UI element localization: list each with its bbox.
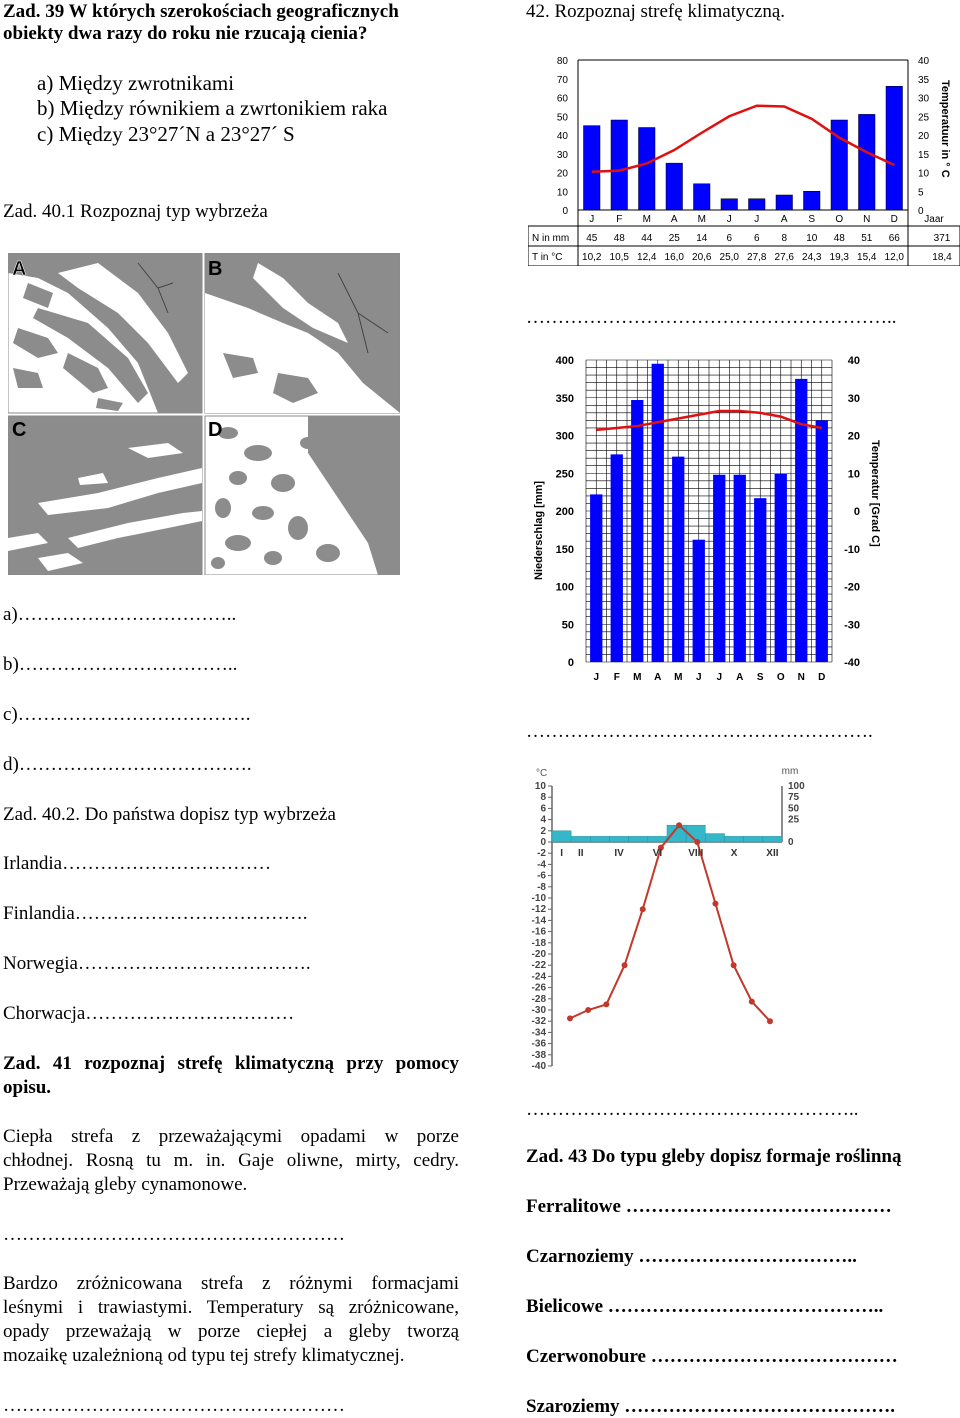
c3-left-tick: -36 [531,1038,546,1050]
c1-table-t: 27,8 [747,252,767,263]
map-a [8,253,202,413]
c2-ylabel-left: Niederschlag [mm] [533,480,545,580]
zad42-title: 42. Rozpoznaj strefę klimatyczną. [526,1,786,22]
zad40-2-title: Zad. 40.2. Do państwa dopisz typ wybrzeża [3,804,336,825]
c1-bar [611,120,628,210]
c1-row-label-n: N in mm [532,233,570,244]
c3-left-tick: -34 [531,1027,546,1039]
c1-table-n: 6 [753,233,760,244]
zad43-title: Zad. 43 Do typu gleby dopisz formaje roślinną [526,1146,902,1167]
climate-chart-2 [526,350,890,690]
c3-temp-point [749,999,755,1005]
country-finlandia[interactable]: Finlandia………………………………. [3,903,308,924]
zad39-option-c: c) Między 23°27´N a 23°27´ S [37,122,295,146]
zad40-1-title: Zad. 40.1 Rozpoznaj typ wybrzeża [3,201,268,222]
c1-left-tick: 80 [556,56,568,67]
c3-temp-point [712,901,718,907]
soil-bielicowe[interactable]: Bielicowe …………………………………….. [526,1296,884,1317]
c3-left-tick: -26 [531,982,546,994]
c3-precip-bar [552,831,571,842]
c2-bar [672,457,684,662]
c3-temp-point [767,1018,773,1024]
c3-right-tick: 50 [788,803,800,815]
c3-left-tick: -22 [531,960,546,972]
c1-left-tick: 0 [562,206,568,217]
c3-temp-point [731,962,737,968]
c3-left-tick: -18 [531,937,546,949]
c1-table-t: 24,3 [802,252,822,263]
c2-bar [652,364,664,662]
c3-month-label: VIII [688,848,704,859]
zad42-answer-3[interactable]: …………………………………………….. [526,1099,859,1120]
c2-bar [693,540,705,662]
zad39-option-b: b) Między równikiem a zwrtonikiem raka [37,96,388,120]
c1-table-t: 12,4 [637,252,657,263]
c1-row-label-t: T in °C [532,252,563,263]
map-label-d: D [208,419,223,441]
soil-szaroziemy[interactable]: Szaroziemy ……………………………………. [526,1396,896,1417]
c2-left-tick: 50 [561,619,574,632]
c1-right-tick: 15 [918,149,930,161]
c3-left-tick: -8 [537,881,546,893]
c3-left-tick: 0 [540,837,546,848]
c3-left-tick: -4 [537,859,546,871]
c3-right-tick: 25 [788,814,800,826]
c1-left-tick: 50 [556,112,568,124]
c1-year-label: Jaar [924,214,944,225]
c1-right-tick: 0 [918,206,924,217]
country-chorwacja[interactable]: Chorwacja…………………………… [3,1003,295,1024]
zad42-answer-1[interactable]: ………………………………………………….. [526,307,897,328]
c1-month-label: F [616,214,623,225]
c3-left-tick: -28 [531,993,546,1005]
c1-left-tick: 20 [556,168,568,180]
c3-precip-bar [590,836,609,842]
country-norwegia[interactable]: Norwegia………………………………. [3,953,311,974]
zad41-desc2-line3: opady przeważają w porze ciepłej a gleby tworzą [3,1321,459,1342]
c3-temp-point [622,962,628,968]
zad41-title-line1: Zad. 41 rozpoznaj strefę klimatyczną przy pomocy [3,1053,459,1074]
c1-table-t: 20,6 [692,252,712,263]
zad40-1-answer-a[interactable]: a)…………………………….. [3,604,237,625]
c2-month-label: J [716,672,723,683]
c3-unit-right: mm [781,766,799,777]
c1-bar [886,86,903,210]
c1-month-label: M [697,214,706,225]
zad41-answer2[interactable]: ……………………………………………… [3,1395,345,1416]
c2-month-label: M [674,672,683,683]
map-label-a: A [12,258,27,280]
c2-bar [734,475,746,662]
c1-bar [859,114,876,210]
c1-right-tick: 5 [918,187,924,199]
zad41-desc2-line2: leśnymi i trawiastymi. Temperatury są zróżnicowane, [3,1297,459,1318]
c2-right-tick: -30 [844,619,860,632]
zad41-title-line2: opisu. [3,1077,52,1098]
c1-month-label: J [589,214,595,225]
c2-bar [713,475,725,662]
c1-temp-line [592,106,895,172]
c3-left-tick: 8 [540,792,546,804]
c2-month-label: O [776,672,785,683]
c3-left-tick: -20 [531,949,546,960]
c2-month-label: F [613,672,620,683]
c1-table-n: 10 [806,233,818,244]
c1-right-tick: 20 [918,131,930,142]
c3-right-tick: 75 [788,792,800,804]
c3-left-tick: -40 [531,1061,546,1072]
c2-bar [754,498,766,662]
c1-table-t: 27,6 [774,252,794,263]
climate-chart-3 [526,760,826,1072]
c2-left-tick: 200 [555,506,574,518]
zad41-desc2-line4: mozaikę uzależnioną od typu tej strefy klimatycznej. [3,1345,405,1366]
c3-temp-line [570,825,770,1021]
c1-table-t: 12,0 [884,252,904,263]
c2-month-label: M [633,672,642,683]
zad40-1-answer-c[interactable]: c)………………………………. [3,704,251,725]
c1-month-label: A [670,214,678,225]
c3-precip-bar [648,836,667,842]
c2-right-tick: -10 [844,543,860,556]
c3-left-tick: -32 [531,1016,546,1028]
c2-left-tick: 0 [567,657,574,669]
c1-left-tick: 30 [556,149,568,161]
c2-month-label: S [756,672,764,683]
c1-table-t: 10,5 [609,252,629,263]
c3-left-tick: 6 [540,803,546,815]
c1-table-n: 45 [586,233,598,244]
c3-precip-bar [705,834,724,842]
zad41-desc1-line1: Ciepła strefa z przeważającymi opadami w porze [3,1126,459,1147]
c3-left-tick: 4 [540,814,546,826]
c3-month-label: I [560,848,563,859]
c2-right-tick: 20 [847,430,860,443]
country-irlandia[interactable]: Irlandia…………………………… [3,853,272,874]
c1-table-n: 48 [833,233,845,244]
c1-bar [804,191,821,210]
map-label-b: B [208,258,223,280]
c3-left-tick: -12 [531,904,546,916]
c2-month-label: J [695,672,702,683]
c1-month-label: A [780,214,788,225]
c1-bar [749,199,766,210]
c3-precip-bar [763,836,782,842]
c3-temp-point [585,1007,591,1013]
c2-bar [631,400,643,662]
c3-temp-point [567,1015,573,1021]
c3-left-tick: -10 [531,893,546,904]
c1-table-n: 48 [613,233,625,244]
c1-table-t: 25,0 [719,252,739,263]
c1-month-label: D [890,214,898,225]
c1-bar [584,126,601,210]
zad42-answer-2[interactable]: ………………………………………………. [526,721,873,742]
c1-month-label: N [863,214,871,225]
zad39-option-a: a) Między zwrotnikami [37,71,235,95]
c2-month-label: N [797,672,805,683]
c3-precip-bar [725,836,744,842]
c3-precip-bar [629,836,648,842]
c3-temp-point [676,822,682,828]
c1-table-n: 51 [861,233,873,244]
zad40-1-answer-d[interactable]: d)………………………………. [3,754,252,775]
soil-czerwonobure[interactable]: Czerwonobure ………………………………… [526,1346,898,1367]
c1-table-t: 19,3 [829,252,849,263]
c3-precip-bar [744,836,763,842]
c3-left-tick: -14 [531,915,546,927]
c3-precip-bar [571,836,590,842]
c2-month-label: D [818,672,826,683]
c3-left-tick: -30 [531,1005,546,1016]
c1-table-t: 15,4 [857,252,877,263]
map-label-c: C [12,419,27,441]
map-d [205,416,400,575]
c2-bar [590,494,602,662]
c1-bar [776,195,793,210]
c1-table-n: 66 [888,233,900,244]
c1-bar [666,163,683,210]
soil-czarnoziemy[interactable]: Czarnoziemy …………………………….. [526,1246,857,1267]
c2-left-tick: 400 [555,355,574,367]
zad39-question-line2: obiekty dwa razy do roku nie rzucają cienia? [3,23,368,44]
c3-month-label: II [577,848,584,859]
c1-bar [639,128,656,211]
zad41-desc1-line3: Przeważają gleby cynamonowe. [3,1174,248,1195]
zad39-question-line1: Zad. 39 W których szerokościach geograficznych [3,1,399,22]
c1-right-tick: 25 [918,112,930,124]
c3-left-tick: -2 [537,848,546,860]
zad41-answer1[interactable]: ……………………………………………… [3,1224,345,1245]
c3-right-tick: 0 [788,837,794,848]
c1-right-tick: 10 [918,168,930,180]
c2-bar [816,420,828,662]
c1-right-tick: 35 [918,74,930,86]
c3-month-label: VI [652,848,663,859]
c2-right-tick: 30 [847,392,860,405]
c1-bar [721,199,738,210]
c3-month-label: X [730,848,738,859]
c1-table-n: 14 [696,233,708,244]
c3-temp-point [603,1001,609,1007]
c2-right-tick: 10 [847,468,860,481]
c2-bar [611,454,623,662]
c3-left-tick: 10 [534,781,546,792]
c1-table-n: 25 [668,233,680,244]
c3-precip-bar [610,836,629,842]
c1-left-tick: 60 [556,93,568,105]
c1-left-tick: 10 [556,187,568,199]
c1-table-n: 6 [726,233,733,244]
c1-left-tick: 70 [556,74,568,86]
c2-left-tick: 100 [555,581,574,594]
climate-chart-1 [528,50,960,266]
c3-left-tick: 2 [540,825,546,837]
c1-table-n: 8 [781,233,788,244]
c1-month-label: O [835,214,844,225]
map-b [205,253,400,413]
soil-ferralitowe[interactable]: Ferralitowe …………………………………… [526,1196,892,1217]
c3-month-label: IV [614,848,624,859]
c1-table-n: 44 [641,233,653,244]
c1-month-label: M [642,214,651,225]
c2-ylabel-right: Temperatur [Grad C] [869,440,881,547]
c3-temp-point [640,906,646,912]
c1-year-t: 18,4 [932,252,952,263]
c3-left-tick: -38 [531,1049,546,1061]
c2-left-tick: 350 [555,392,574,405]
c2-left-tick: 150 [555,543,574,556]
c2-right-tick: -20 [844,581,860,594]
c1-month-label: S [808,214,816,225]
zad41-desc2-line1: Bardzo zróżnicowana strefa z różnymi formacjami [3,1273,459,1294]
c2-right-tick: -40 [844,657,860,669]
c3-unit-left: °C [536,768,548,779]
zad40-1-answer-b[interactable]: b)…………………………….. [3,654,238,675]
c2-bar [775,474,787,662]
c1-month-label: J [754,214,760,225]
c3-left-tick: -24 [531,971,546,983]
coast-maps [8,253,400,575]
c1-month-label: J [726,214,732,225]
c1-right-tick: 30 [918,93,930,105]
c2-left-tick: 300 [555,430,574,443]
c2-month-label: J [593,672,600,683]
c2-month-label: A [736,672,744,683]
c1-year-n: 371 [933,233,951,244]
map-c [8,416,202,575]
c2-right-tick: 0 [853,506,860,518]
c3-right-tick: 100 [788,781,805,792]
c2-month-label: A [654,672,662,683]
c1-table-t: 16,0 [664,252,684,263]
c1-bar [694,184,711,210]
c2-right-tick: 40 [847,355,860,367]
c3-left-tick: -16 [531,926,546,938]
c1-ylabel-right: Temperatuur in ° C [939,80,951,178]
c3-temp-point [694,839,700,845]
c3-month-label: XII [766,848,779,859]
c3-left-tick: -6 [537,870,546,882]
c1-table-t: 10,2 [582,252,602,263]
zad41-desc1-line2: chłodnej. Rosną tu m. in. Gaje oliwne, mirty, cedry. [3,1150,459,1171]
c1-right-tick: 40 [918,56,930,67]
c2-left-tick: 250 [555,468,574,481]
c1-left-tick: 40 [556,131,568,142]
